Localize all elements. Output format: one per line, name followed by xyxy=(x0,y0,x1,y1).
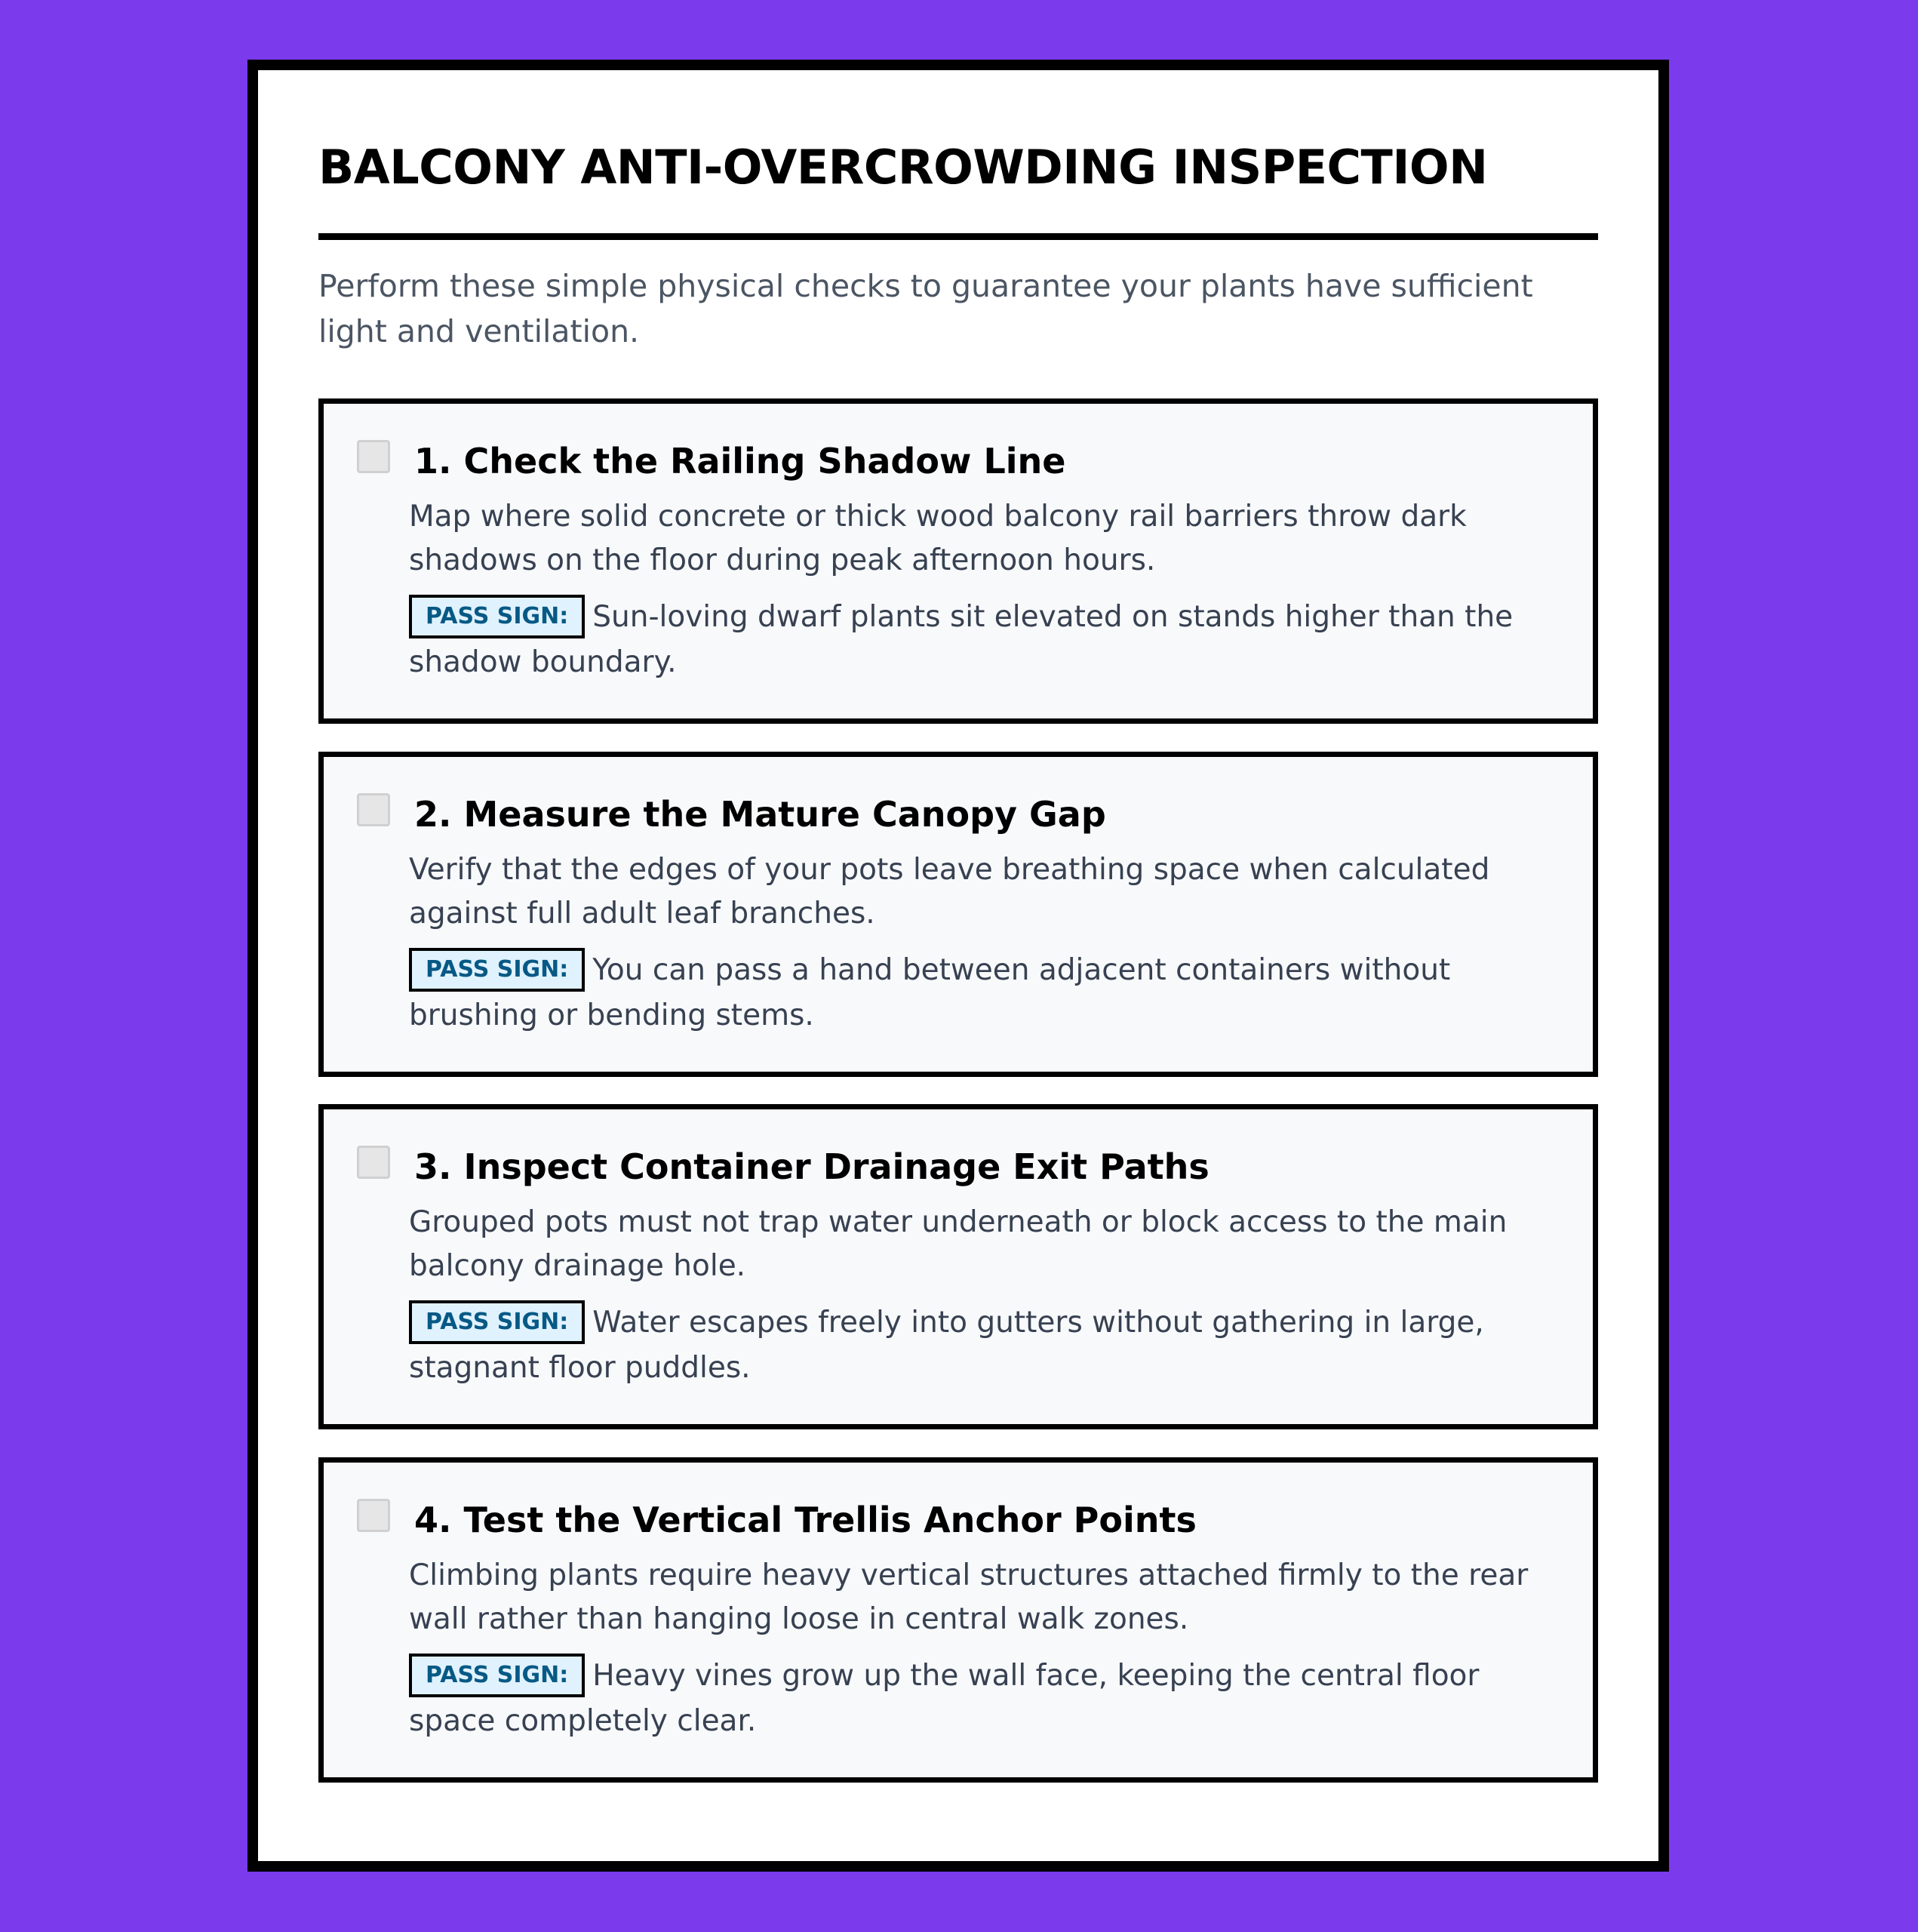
pass-sign-text: Heavy vines grow up the wall face, keeping the central floor space completely clear. xyxy=(409,1659,1480,1738)
pass-sign-line xyxy=(409,948,1563,1038)
pass-sign-text: Sun-loving dwarf plants sit elevated on stands higher than the shadow boundary. xyxy=(409,600,1514,679)
checkbox-icon[interactable] xyxy=(357,440,390,473)
title-divider xyxy=(318,233,1598,240)
step-title: 4. Test the Vertical Trellis Anchor Points xyxy=(414,1500,1197,1540)
pass-sign-text: You can pass a hand between adjacent containers without brushing or bending stems. xyxy=(409,953,1451,1032)
inspection-card xyxy=(247,60,1669,1872)
step-description: Climbing plants require heavy vertical structures attached firmly to the rear wall rather than hanging loose in central walk zones. xyxy=(409,1558,1529,1636)
checklist-item-canopy-gap xyxy=(318,752,1598,1077)
step-title: 2. Measure the Mature Canopy Gap xyxy=(414,794,1106,835)
step-title: 3. Inspect Container Drainage Exit Paths xyxy=(414,1146,1210,1187)
page-title: BALCONY ANTI-OVERCROWDING INSPECTION xyxy=(318,140,1488,195)
pass-sign-text: Water escapes freely into gutters without gathering in large, stagnant floor puddles. xyxy=(409,1306,1484,1385)
step-description: Grouped pots must not trap water underneath or block access to the main balcony drainage hole. xyxy=(409,1205,1508,1283)
checkbox-icon[interactable] xyxy=(357,793,390,826)
pass-sign-badge: PASS SIGN: xyxy=(409,948,585,992)
pass-sign-badge: PASS SIGN: xyxy=(409,1654,585,1697)
pass-sign-badge: PASS SIGN: xyxy=(409,1300,585,1344)
step-title: 1. Check the Railing Shadow Line xyxy=(414,441,1066,481)
intro-text: Perform these simple physical checks to guarantee your plants have sufficient light and ventilation. xyxy=(318,268,1533,349)
step-description: Verify that the edges of your pots leave breathing space when calculated against full adult leaf branches. xyxy=(409,853,1490,931)
pass-sign-line xyxy=(409,595,1563,685)
checklist-item-drainage xyxy=(318,1104,1598,1429)
checkbox-icon[interactable] xyxy=(357,1499,390,1532)
step-description: Map where solid concrete or thick wood balcony rail barriers throw dark shadows on the floor during peak afternoon hours. xyxy=(409,500,1467,577)
pass-sign-line xyxy=(409,1654,1563,1744)
pass-sign-badge: PASS SIGN: xyxy=(409,595,585,638)
checklist-item-trellis xyxy=(318,1457,1598,1783)
checkbox-icon[interactable] xyxy=(357,1146,390,1179)
pass-sign-line xyxy=(409,1300,1563,1391)
checklist-item-railing-shadow xyxy=(318,398,1598,724)
